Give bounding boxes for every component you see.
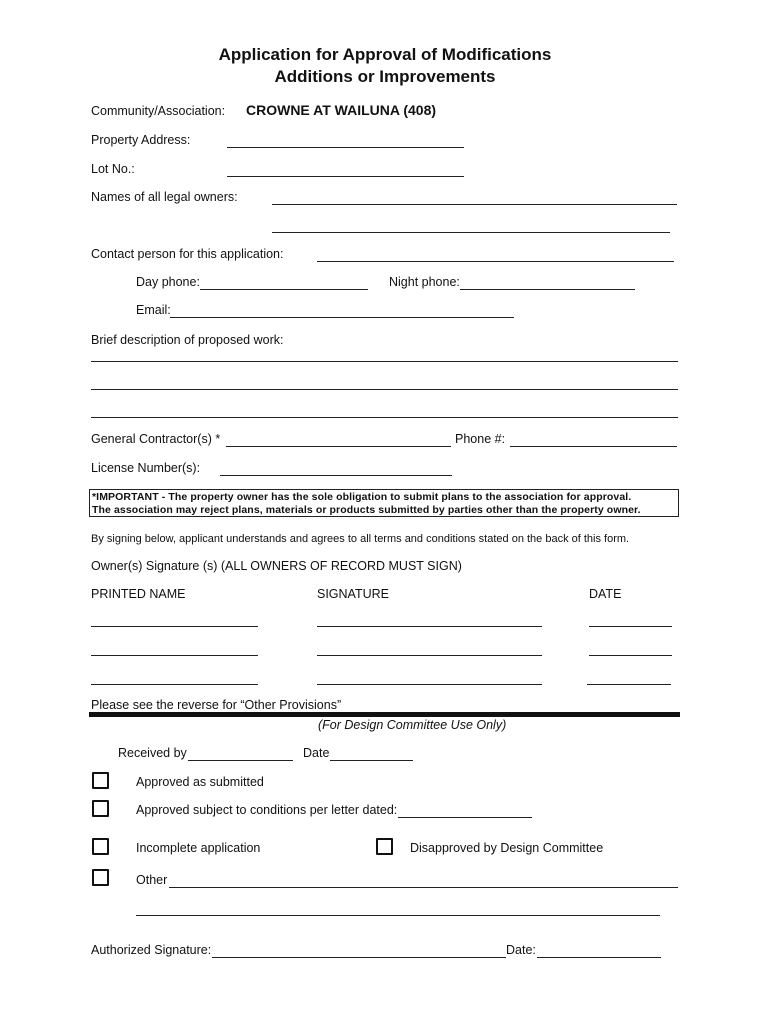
approved-conditions-label: Approved subject to conditions per letter dated: bbox=[136, 803, 398, 817]
authorized-signature-label: Authorized Signature: bbox=[91, 943, 212, 957]
description-label: Brief description of proposed work: bbox=[91, 333, 284, 347]
received-date-label: Date bbox=[303, 746, 330, 760]
license-label: License Number(s): bbox=[91, 461, 201, 475]
incomplete-label: Incomplete application bbox=[136, 841, 261, 855]
contractor-label: General Contractor(s) * bbox=[91, 432, 221, 446]
disapproved-label: Disapproved by Design Committee bbox=[410, 841, 604, 855]
community-label: Community/Association: bbox=[91, 104, 226, 118]
day-phone-field[interactable] bbox=[200, 289, 368, 290]
date-field-1[interactable] bbox=[589, 626, 672, 627]
description-line-2[interactable] bbox=[91, 389, 678, 390]
authorized-date-label: Date: bbox=[506, 943, 536, 957]
phone-field[interactable] bbox=[510, 446, 677, 447]
owners-field-1[interactable] bbox=[272, 204, 677, 205]
authorized-date-field[interactable] bbox=[537, 957, 661, 958]
email-label: Email: bbox=[136, 303, 171, 317]
lot-field[interactable] bbox=[227, 176, 464, 177]
signatures-heading: Owner(s) Signature (s) (ALL OWNERS OF RECORD MUST SIGN) bbox=[91, 559, 462, 573]
col-printed-name: PRINTED NAME bbox=[91, 587, 186, 601]
other-checkbox[interactable] bbox=[92, 869, 109, 886]
important-line-2: The association may reject plans, materials or products submitted by parties other than the property owner. bbox=[92, 504, 641, 516]
col-signature: SIGNATURE bbox=[317, 587, 389, 601]
conditions-letter-date-field[interactable] bbox=[398, 817, 532, 818]
other-field-1[interactable] bbox=[169, 887, 678, 888]
other-field-2[interactable] bbox=[136, 915, 660, 916]
reverse-note: Please see the reverse for “Other Provisions” bbox=[91, 698, 342, 712]
signature-field-2[interactable] bbox=[317, 655, 542, 656]
signature-field-3[interactable] bbox=[317, 684, 542, 685]
contact-label: Contact person for this application: bbox=[91, 247, 284, 261]
contractor-field[interactable] bbox=[226, 446, 451, 447]
email-field[interactable] bbox=[170, 317, 514, 318]
form-title-line2: Additions or Improvements bbox=[274, 67, 496, 86]
property-address-field[interactable] bbox=[227, 147, 464, 148]
signature-field-1[interactable] bbox=[317, 626, 542, 627]
day-phone-label: Day phone: bbox=[136, 275, 200, 289]
other-label: Other bbox=[136, 873, 168, 887]
disapproved-checkbox[interactable] bbox=[376, 838, 393, 855]
received-by-field[interactable] bbox=[188, 760, 293, 761]
agreement-text: By signing below, applicant understands and agrees to all terms and conditions stated on the back of this form. bbox=[91, 533, 630, 545]
printed-name-field-2[interactable] bbox=[91, 655, 258, 656]
owners-label: Names of all legal owners: bbox=[91, 190, 238, 204]
approved-label: Approved as submitted bbox=[136, 775, 264, 789]
date-field-3[interactable] bbox=[587, 684, 671, 685]
received-by-label: Received by bbox=[118, 746, 187, 760]
owners-field-2[interactable] bbox=[272, 232, 670, 233]
night-phone-field[interactable] bbox=[460, 289, 635, 290]
form-title-line1: Application for Approval of Modifications bbox=[218, 45, 552, 64]
description-line-3[interactable] bbox=[91, 417, 678, 418]
approved-conditions-checkbox[interactable] bbox=[92, 800, 109, 817]
received-date-field[interactable] bbox=[330, 760, 413, 761]
col-date: DATE bbox=[589, 587, 622, 601]
incomplete-checkbox[interactable] bbox=[92, 838, 109, 855]
important-line-1: *IMPORTANT - The property owner has the sole obligation to submit plans to the association for approval. bbox=[92, 491, 632, 503]
authorized-signature-field[interactable] bbox=[212, 957, 506, 958]
community-value: CROWNE AT WAILUNA (408) bbox=[246, 102, 437, 118]
important-notice bbox=[89, 489, 679, 517]
night-phone-label: Night phone: bbox=[389, 275, 460, 289]
phone-label: Phone #: bbox=[455, 432, 506, 446]
lot-label: Lot No.: bbox=[91, 162, 135, 176]
license-field[interactable] bbox=[220, 475, 452, 476]
printed-name-field-1[interactable] bbox=[91, 626, 258, 627]
contact-field[interactable] bbox=[317, 261, 674, 262]
date-field-2[interactable] bbox=[589, 655, 672, 656]
committee-heading: (For Design Committee Use Only) bbox=[318, 718, 507, 732]
property-address-label: Property Address: bbox=[91, 133, 191, 147]
approved-checkbox[interactable] bbox=[92, 772, 109, 789]
description-line-1[interactable] bbox=[91, 361, 678, 362]
section-divider bbox=[89, 712, 680, 717]
printed-name-field-3[interactable] bbox=[91, 684, 258, 685]
